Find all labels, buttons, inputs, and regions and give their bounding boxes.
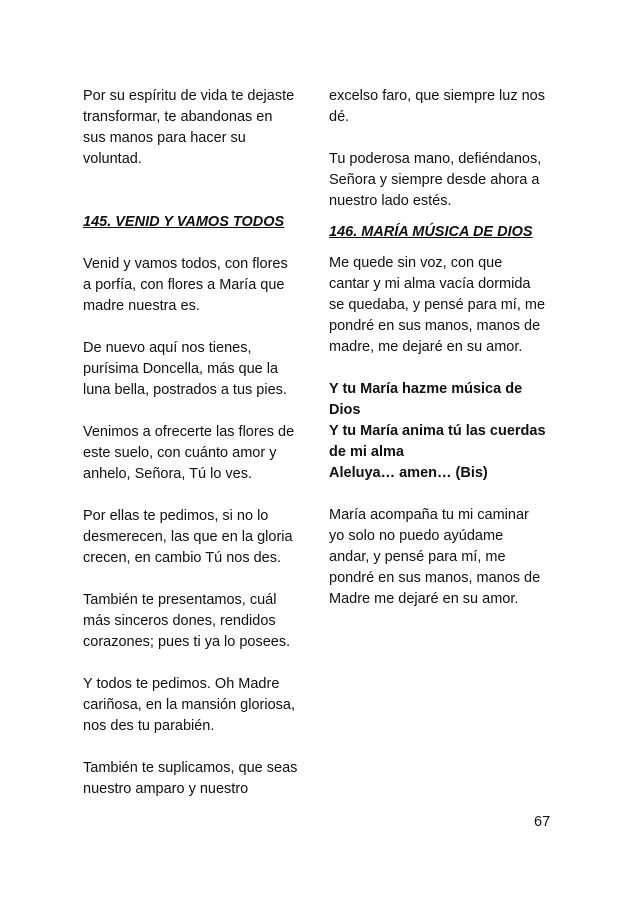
song-145-verse-4: Por ellas te pedimos, si no lo desmerecen, las que en la gloria crecen, en cambio Tú nos des. xyxy=(83,508,293,566)
song-145-verse-1: Venid y vamos todos, con flores a porfía, con flores a María que madre nuestra es. xyxy=(83,256,288,314)
page-number: 67 xyxy=(534,814,551,830)
spacer xyxy=(83,191,315,212)
song-145-verse-2: De nuevo aquí nos tienes, purísima Doncella, más que la luna bella, postrados a tus pies. xyxy=(83,340,287,398)
continuation-verse-2: Tu poderosa mano, defiéndanos, Señora y siempre desde ahora a nuestro lado estés. xyxy=(329,151,542,209)
song-146-title: 146. MARÍA MÚSICA DE DIOS xyxy=(329,224,533,240)
song-146-verse-2: María acompaña tu mi caminar yo solo no puedo ayúdame andar, y pensé para mí, me pondré en sus manos, manos de Madre me dejaré en su amor. xyxy=(329,507,541,607)
continuation-verse-1: excelso faro, que siempre luz nos dé. xyxy=(329,88,545,125)
song-146-verse-1: Me quede sin voz, con que cantar y mi alma vacía dormida se quedaba, y pensé para mí, me pondré en sus manos, manos de madre, me dejaré en su amor. xyxy=(329,255,546,355)
intro-paragraph: Por su espíritu de vida te dejaste transformar, te abandonas en sus manos para hacer su voluntad. xyxy=(83,88,295,167)
right-column xyxy=(329,86,565,631)
left-column xyxy=(83,86,315,821)
song-145-verse-6: Y todos te pedimos. Oh Madre cariñosa, en la mansión gloriosa, nos des tu parabién. xyxy=(83,676,295,734)
song-146-chorus: Y tu María hazme música de Dios Y tu María anima tú las cuerdas de mi alma Aleluya… amen… (Bis) xyxy=(329,381,546,481)
song-145-verse-3: Venimos a ofrecerte las flores de este suelo, con cuánto amor y anhelo, Señora, Tú lo ves. xyxy=(83,424,295,482)
song-145-verse-5: También te presentamos, cuál más sinceros dones, rendidos corazones; pues ti ya lo posees. xyxy=(83,592,291,650)
song-145-verse-7: También te suplicamos, que seas nuestro amparo y nuestro xyxy=(83,760,298,797)
song-145-title: 145. VENID Y VAMOS TODOS xyxy=(83,214,285,230)
